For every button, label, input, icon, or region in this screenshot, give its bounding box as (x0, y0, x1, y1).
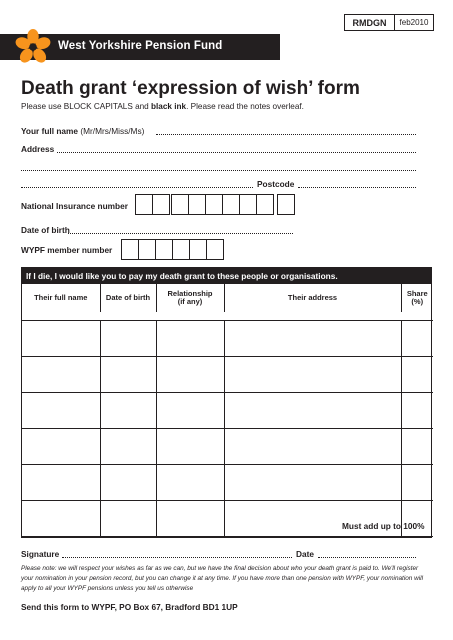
spacer-cell (156, 312, 224, 321)
intro-part1: Please use BLOCK CAPITALS and (21, 102, 152, 111)
ni-box[interactable] (171, 194, 189, 215)
share-cell[interactable] (401, 465, 433, 501)
member-box[interactable] (189, 239, 207, 260)
relationship-cell[interactable] (156, 501, 224, 537)
share-cell[interactable] (401, 321, 433, 357)
address-cell[interactable] (224, 393, 401, 429)
ni-box[interactable] (239, 194, 257, 215)
ni-box[interactable] (256, 194, 274, 215)
col-header-text: Relationship (if any) (167, 288, 213, 306)
col-header-full-name (22, 284, 100, 312)
ni-box[interactable] (222, 194, 240, 215)
form-code: RMDGN (345, 15, 395, 30)
org-name: West Yorkshire Pension Fund (58, 40, 223, 52)
dob-cell[interactable] (100, 321, 156, 357)
dob-cell[interactable] (100, 429, 156, 465)
spacer-cell (22, 312, 100, 321)
date-label: Date (296, 549, 314, 559)
intro-text (21, 102, 304, 111)
dob-cell[interactable] (100, 465, 156, 501)
ni-number-boxes-b[interactable] (171, 194, 273, 215)
address-cell[interactable] (224, 321, 401, 357)
form-date: feb2010 (399, 18, 429, 27)
page-title: Death grant ‘expression of wish’ form (21, 78, 360, 99)
table-row (22, 393, 433, 429)
col-header-relationship (156, 284, 224, 312)
table-row (22, 465, 433, 501)
flower-logo-icon (14, 28, 52, 66)
col-header-address (224, 284, 401, 312)
ni-number-boxes-a[interactable] (135, 194, 169, 215)
ni-box[interactable] (188, 194, 206, 215)
relationship-cell[interactable] (156, 321, 224, 357)
table-row (22, 501, 433, 537)
member-box[interactable] (155, 239, 173, 260)
ni-box[interactable] (135, 194, 153, 215)
share-cell[interactable] (401, 501, 433, 537)
table-row (22, 357, 433, 393)
ni-box[interactable] (277, 194, 295, 215)
nomination-note: Please note: we will respect your wishes as far as we can, but we have the final decision about who your death grant is paid to. We'll register your nomination in your pension record, but you can change it at any time. If you have more than one pension with WYPF, your nomination will apply to all your WYPF pensions unless you tell us otherwise (21, 565, 424, 592)
col-header-text: Their full name (34, 292, 88, 302)
dob-cell[interactable] (100, 393, 156, 429)
relationship-cell[interactable] (156, 393, 224, 429)
share-cell[interactable] (401, 357, 433, 393)
table-row (22, 321, 433, 357)
address-cell[interactable] (224, 429, 401, 465)
date-field[interactable] (318, 557, 416, 558)
intro-part2: . Please read the notes overleaf. (186, 102, 304, 111)
logo-band (0, 34, 280, 60)
relationship-cell[interactable] (156, 357, 224, 393)
full-name-hint: (Mr/Mrs/Miss/Ms) (80, 126, 145, 136)
address-label: Address (21, 144, 55, 154)
signature-label: Signature (21, 549, 60, 559)
table-row (22, 429, 433, 465)
dob-cell[interactable] (100, 501, 156, 537)
postcode-label: Postcode (257, 179, 295, 189)
full-name-field[interactable] (156, 134, 416, 135)
ni-box[interactable] (205, 194, 223, 215)
member-box[interactable] (172, 239, 190, 260)
address-field-line1[interactable] (57, 152, 416, 153)
spacer-cell (100, 312, 156, 321)
dob-cell[interactable] (100, 357, 156, 393)
spacer-cell (224, 312, 401, 321)
share-total-note: Must add up to 100% (342, 521, 425, 531)
member-box[interactable] (206, 239, 224, 260)
share-cell[interactable] (401, 393, 433, 429)
dob-field[interactable] (68, 233, 293, 234)
spacer-cell (401, 312, 433, 321)
beneficiaries-table (21, 284, 432, 538)
name-cell[interactable] (22, 393, 100, 429)
member-box[interactable] (121, 239, 139, 260)
col-header-text: Their address (287, 292, 338, 302)
relationship-cell[interactable] (156, 429, 224, 465)
name-cell[interactable] (22, 321, 100, 357)
full-name-label-text: Your full name (21, 126, 79, 136)
name-cell[interactable] (22, 357, 100, 393)
col-header-dob (100, 284, 156, 312)
name-cell[interactable] (22, 429, 100, 465)
ni-box[interactable] (152, 194, 170, 215)
ni-number-label: National Insurance number (21, 201, 128, 211)
name-cell[interactable] (22, 501, 100, 537)
member-box[interactable] (138, 239, 156, 260)
address-field-line3[interactable] (21, 187, 253, 188)
col-header-text: Date of birth (105, 292, 151, 302)
member-number-boxes[interactable] (121, 239, 223, 260)
address-cell[interactable] (224, 501, 401, 537)
postcode-field[interactable] (298, 187, 416, 188)
name-cell[interactable] (22, 465, 100, 501)
form-code-box (344, 14, 434, 31)
dob-label: Date of birth (21, 225, 70, 235)
beneficiaries-heading: If I die, I would like you to pay my death grant to these people or organisations. (21, 267, 432, 284)
full-name-label (21, 126, 144, 136)
address-cell[interactable] (224, 465, 401, 501)
ni-number-boxes-c[interactable] (277, 194, 294, 215)
send-address: Send this form to WYPF, PO Box 67, Bradford BD1 1UP (21, 602, 238, 612)
address-field-line2[interactable] (21, 170, 416, 171)
share-cell[interactable] (401, 429, 433, 465)
intro-bold: black ink (151, 102, 187, 111)
col-header-text: Share (%) (406, 288, 428, 306)
signature-field[interactable] (62, 557, 292, 558)
relationship-cell[interactable] (156, 465, 224, 501)
address-cell[interactable] (224, 357, 401, 393)
member-number-label: WYPF member number (21, 245, 113, 255)
col-header-share (401, 284, 433, 312)
